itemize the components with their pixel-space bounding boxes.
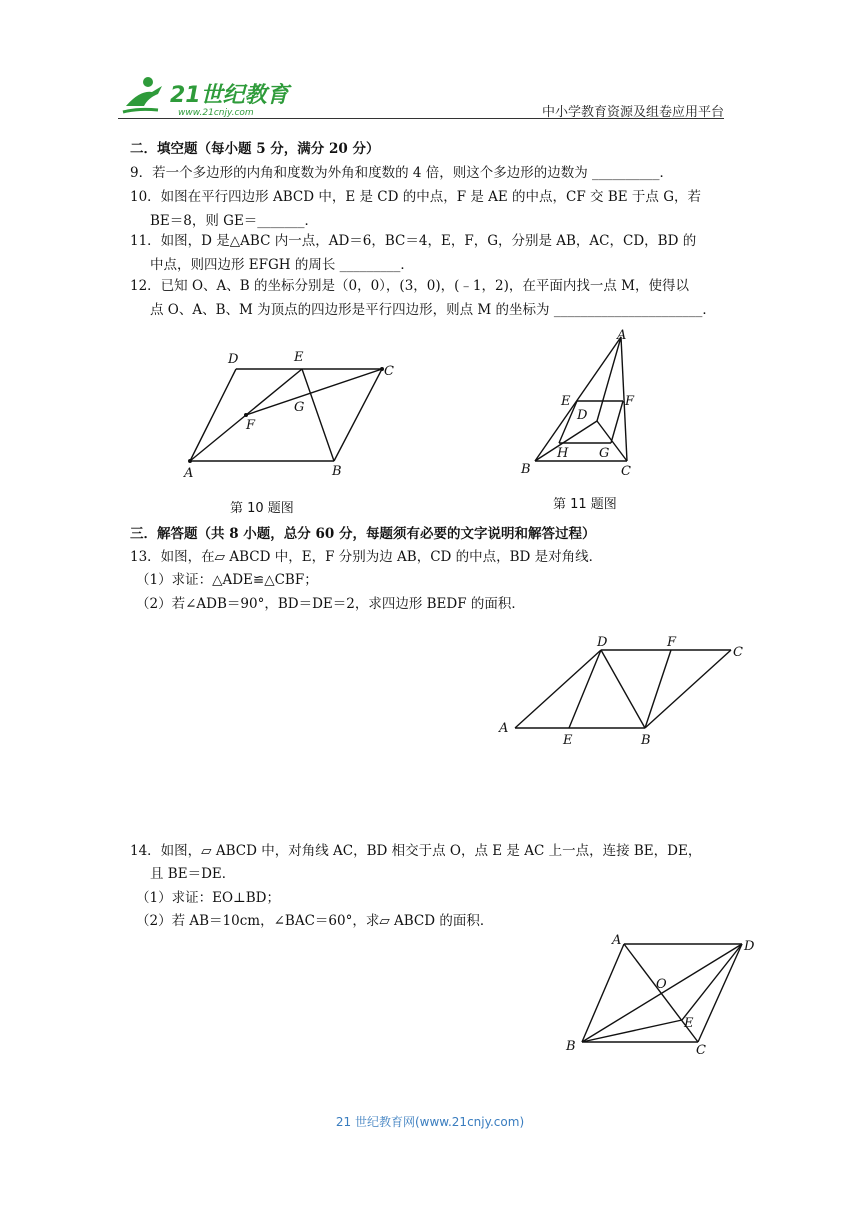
fig10-label-G: G [294, 400, 305, 415]
question-11-line1: 11．如图，D 是△ABC 内一点，AD＝6，BC＝4，E，F，G，分别是 AB，AC，CD，BD 的 [130, 233, 697, 249]
fig11-label-C: C [621, 464, 631, 479]
fig11-label-G: G [599, 446, 610, 461]
fig11-label-B: B [521, 462, 531, 477]
platform-name: 中小学教育资源及组卷应用平台 [541, 105, 724, 120]
fig14-label-D: D [744, 939, 755, 954]
question-12-line2: 点 O、A、B、M 为顶点的四边形是平行四边形，则点 M 的坐标为 ______________________． [150, 302, 716, 318]
runner-logo-icon [123, 77, 162, 112]
fig10-label-E: E [294, 350, 304, 365]
fig13-label-C: C [733, 645, 743, 660]
question-14-line2: 且 BE＝DE． [150, 866, 236, 882]
fig14-label-E: E [684, 1016, 694, 1031]
question-13-line1: 13．如图，在▱ ABCD 中，E，F 分别为边 AB，CD 的中点，BD 是对角线． [130, 549, 603, 565]
fig14-label-B: B [566, 1039, 576, 1054]
fig11-label-D: D [577, 408, 588, 423]
fig11-label-E: E [561, 394, 571, 409]
question-12-line1: 12．已知 O、A、B 的坐标分别是（0，0），(3，0)，(﹣1，2)，在平面内找一点 M，使得以 [130, 278, 689, 294]
fig10-label-B: B [332, 464, 342, 479]
figure-14 [560, 930, 770, 1060]
logo-url: www.21cnjy.com [178, 108, 254, 118]
footer-link[interactable]: 21 世纪教育网(www.21cnjy.com) [335, 1115, 525, 1129]
fig13-label-F: F [667, 635, 677, 650]
question-14-part1: （1）求证：EO⊥BD； [136, 890, 280, 906]
fig10-label-F: F [246, 418, 256, 433]
figure-11-caption: 第 11 题图 [553, 497, 617, 512]
question-11-line2: 中点，则四边形 EFGH 的周长 _________． [150, 257, 414, 273]
figure-11 [515, 325, 645, 480]
site-logo [118, 72, 293, 118]
figure-10-caption: 第 10 题图 [230, 501, 294, 516]
fig11-label-H: H [557, 446, 569, 461]
figure-13 [495, 630, 755, 750]
fig14-label-A: A [612, 933, 622, 948]
fig14-label-C: C [696, 1043, 706, 1058]
fig11-label-A: A [617, 328, 627, 343]
fig14-label-O: O [656, 977, 667, 992]
figure-10 [170, 345, 410, 485]
fig13-label-D: D [597, 635, 608, 650]
question-9: 9．若一个多边形的内角和度数为外角和度数的 4 倍，则这个多边形的边数为 __________． [130, 165, 674, 181]
section2-title: 二．填空题（每小题 5 分，满分 20 分） [130, 141, 380, 157]
question-13-part1: （1）求证：△ADE≌△CBF； [136, 572, 318, 588]
question-13-part2: （2）若∠ADB＝90°，BD＝DE＝2，求四边形 BEDF 的面积． [136, 596, 525, 612]
question-10-line1: 10．如图在平行四边形 ABCD 中，E 是 CD 的中点，F 是 AE 的中点，CF 交 BE 于点 G，若 [130, 189, 701, 205]
fig11-label-F: F [625, 394, 635, 409]
logo-text: 21世纪教育 [170, 83, 289, 108]
fig10-label-C: C [384, 364, 394, 379]
fig13-label-E: E [563, 733, 573, 748]
question-14-part2: （2）若 AB＝10cm，∠BAC＝60°，求▱ ABCD 的面积． [136, 913, 494, 929]
fig10-label-A: A [184, 466, 194, 481]
section3-title: 三．解答题（共 8 小题，总分 60 分，每题须有必要的文字说明和解答过程） [130, 526, 596, 542]
question-14-line1: 14．如图，▱ ABCD 中，对角线 AC，BD 相交于点 O，点 E 是 AC 上一点，连接 BE，DE， [130, 843, 702, 859]
fig13-label-B: B [641, 733, 651, 748]
fig13-label-A: A [499, 721, 509, 736]
question-10-line2: BE＝8，则 GE＝_______． [150, 213, 319, 229]
fig10-label-D: D [228, 352, 239, 367]
